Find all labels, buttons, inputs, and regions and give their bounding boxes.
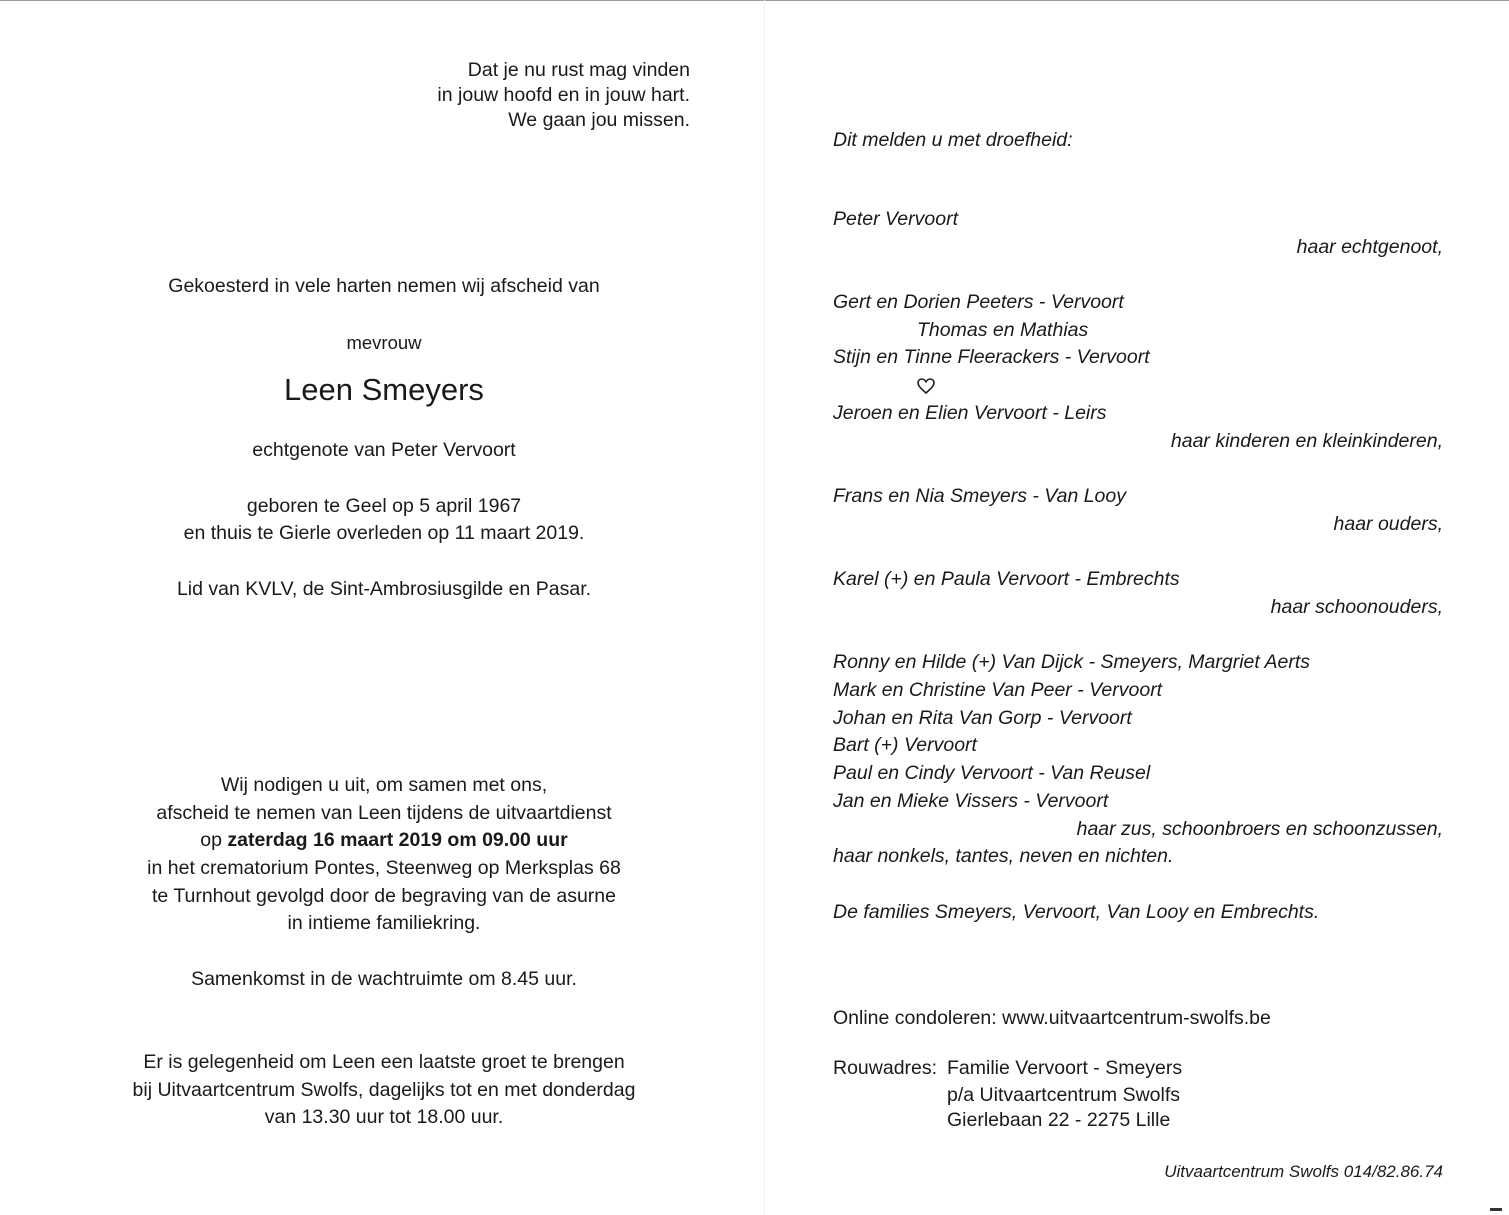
- gathering-line: Samenkomst in de wachtruimte om 8.45 uur.: [191, 968, 577, 990]
- visit-line: Er is gelegenheid om Leen een laatste groet te brengen: [143, 1051, 625, 1073]
- husband-name: Peter Vervoort: [833, 208, 958, 230]
- visit-line: van 13.30 uur tot 18.00 uur.: [264, 1106, 504, 1128]
- address-line: Gierlebaan 22 - 2275 Lille: [947, 1109, 1171, 1131]
- footer-funeral-home: Uitvaartcentrum Swolfs 014/82.86.74: [1164, 1162, 1443, 1181]
- poem-line: in jouw hoofd en in jouw hart.: [437, 84, 690, 106]
- intro-text: Gekoesterd in vele harten nemen wij afscheid van: [168, 275, 600, 297]
- service-date: zaterdag 16 maart 2019 om 09.00 uur: [227, 829, 568, 851]
- poem-line: Dat je nu rust mag vinden: [467, 59, 690, 81]
- announce-line: Dit melden u met droefheid:: [833, 129, 1073, 151]
- invite-line: in het crematorium Pontes, Steenweg op Merksplas 68: [147, 857, 621, 879]
- service-date-line: [84, 827, 684, 855]
- child-name: Jeroen en Elien Vervoort - Leirs: [833, 402, 1107, 424]
- sibling-name: Ronny en Hilde (+) Van Dijck - Smeyers, Margriet Aerts: [833, 651, 1310, 673]
- invite-line: Wij nodigen u uit, om samen met ons,: [220, 774, 548, 796]
- inlaws-names: Karel (+) en Paula Vervoort - Embrechts: [833, 568, 1180, 590]
- deceased-name: Leen Smeyers: [284, 372, 484, 407]
- child-name: Stijn en Tinne Fleerackers - Vervoort: [833, 346, 1150, 368]
- sibling-name: Paul en Cindy Vervoort - Van Reusel: [833, 762, 1151, 784]
- poem: [437, 58, 690, 133]
- inlaws-role: haar schoonouders,: [1270, 596, 1443, 618]
- membership-line: Lid van KVLV, de Sint-Ambrosiusgilde en Pasar.: [176, 578, 592, 600]
- service-date-prefix: op: [200, 829, 228, 851]
- children-role: haar kinderen en kleinkinderen,: [1170, 430, 1443, 452]
- birth-line: geboren te Geel op 5 april 1967: [246, 495, 522, 517]
- invite-line: te Turnhout gevolgd door de begraving van de asurne: [151, 885, 616, 907]
- scan-edge: [0, 0, 1509, 1]
- death-line: en thuis te Gierle overleden op 11 maart 2019.: [183, 522, 585, 544]
- invite-line: afscheid te nemen van Leen tijdens de uitvaartdienst: [156, 802, 612, 824]
- invite-line: in intieme familiekring.: [287, 912, 481, 934]
- visit-line: bij Uitvaartcentrum Swolfs, dagelijks tot en met donderdag: [132, 1079, 636, 1101]
- parents-names: Frans en Nia Smeyers - Van Looy: [833, 485, 1126, 507]
- sibling-name: Jan en Mieke Vissers - Vervoort: [833, 790, 1109, 812]
- parents-role: haar ouders,: [1333, 513, 1443, 535]
- husband-role: haar echtgenoot,: [1296, 236, 1443, 258]
- extended-family: haar nonkels, tantes, neven en nichten.: [833, 845, 1174, 867]
- sibling-name: Johan en Rita Van Gorp - Vervoort: [833, 707, 1132, 729]
- scan-mark: [1490, 1208, 1502, 1211]
- address-label: Rouwadres:: [833, 1057, 938, 1079]
- page-fold: [764, 0, 765, 1215]
- sibling-name: Bart (+) Vervoort: [833, 734, 977, 756]
- heart-icon: [916, 376, 936, 396]
- address-line: p/a Uitvaartcentrum Swolfs: [947, 1084, 1181, 1106]
- spouse-line: echtgenote van Peter Vervoort: [252, 439, 516, 461]
- honorific: mevrouw: [346, 332, 422, 353]
- child-name: Gert en Dorien Peeters - Vervoort: [833, 291, 1124, 313]
- sibling-name: Mark en Christine Van Peer - Vervoort: [833, 679, 1163, 701]
- address-line: Familie Vervoort - Smeyers: [947, 1057, 1183, 1079]
- siblings-role: haar zus, schoonbroers en schoonzussen,: [1076, 818, 1443, 840]
- grandchildren-names: Thomas en Mathias: [917, 319, 1089, 341]
- poem-line: We gaan jou missen.: [508, 109, 690, 131]
- families-line: De families Smeyers, Vervoort, Van Looy en Embrechts.: [833, 901, 1320, 923]
- online-condolence: Online condoleren: www.uitvaartcentrum-swolfs.be: [833, 1007, 1271, 1029]
